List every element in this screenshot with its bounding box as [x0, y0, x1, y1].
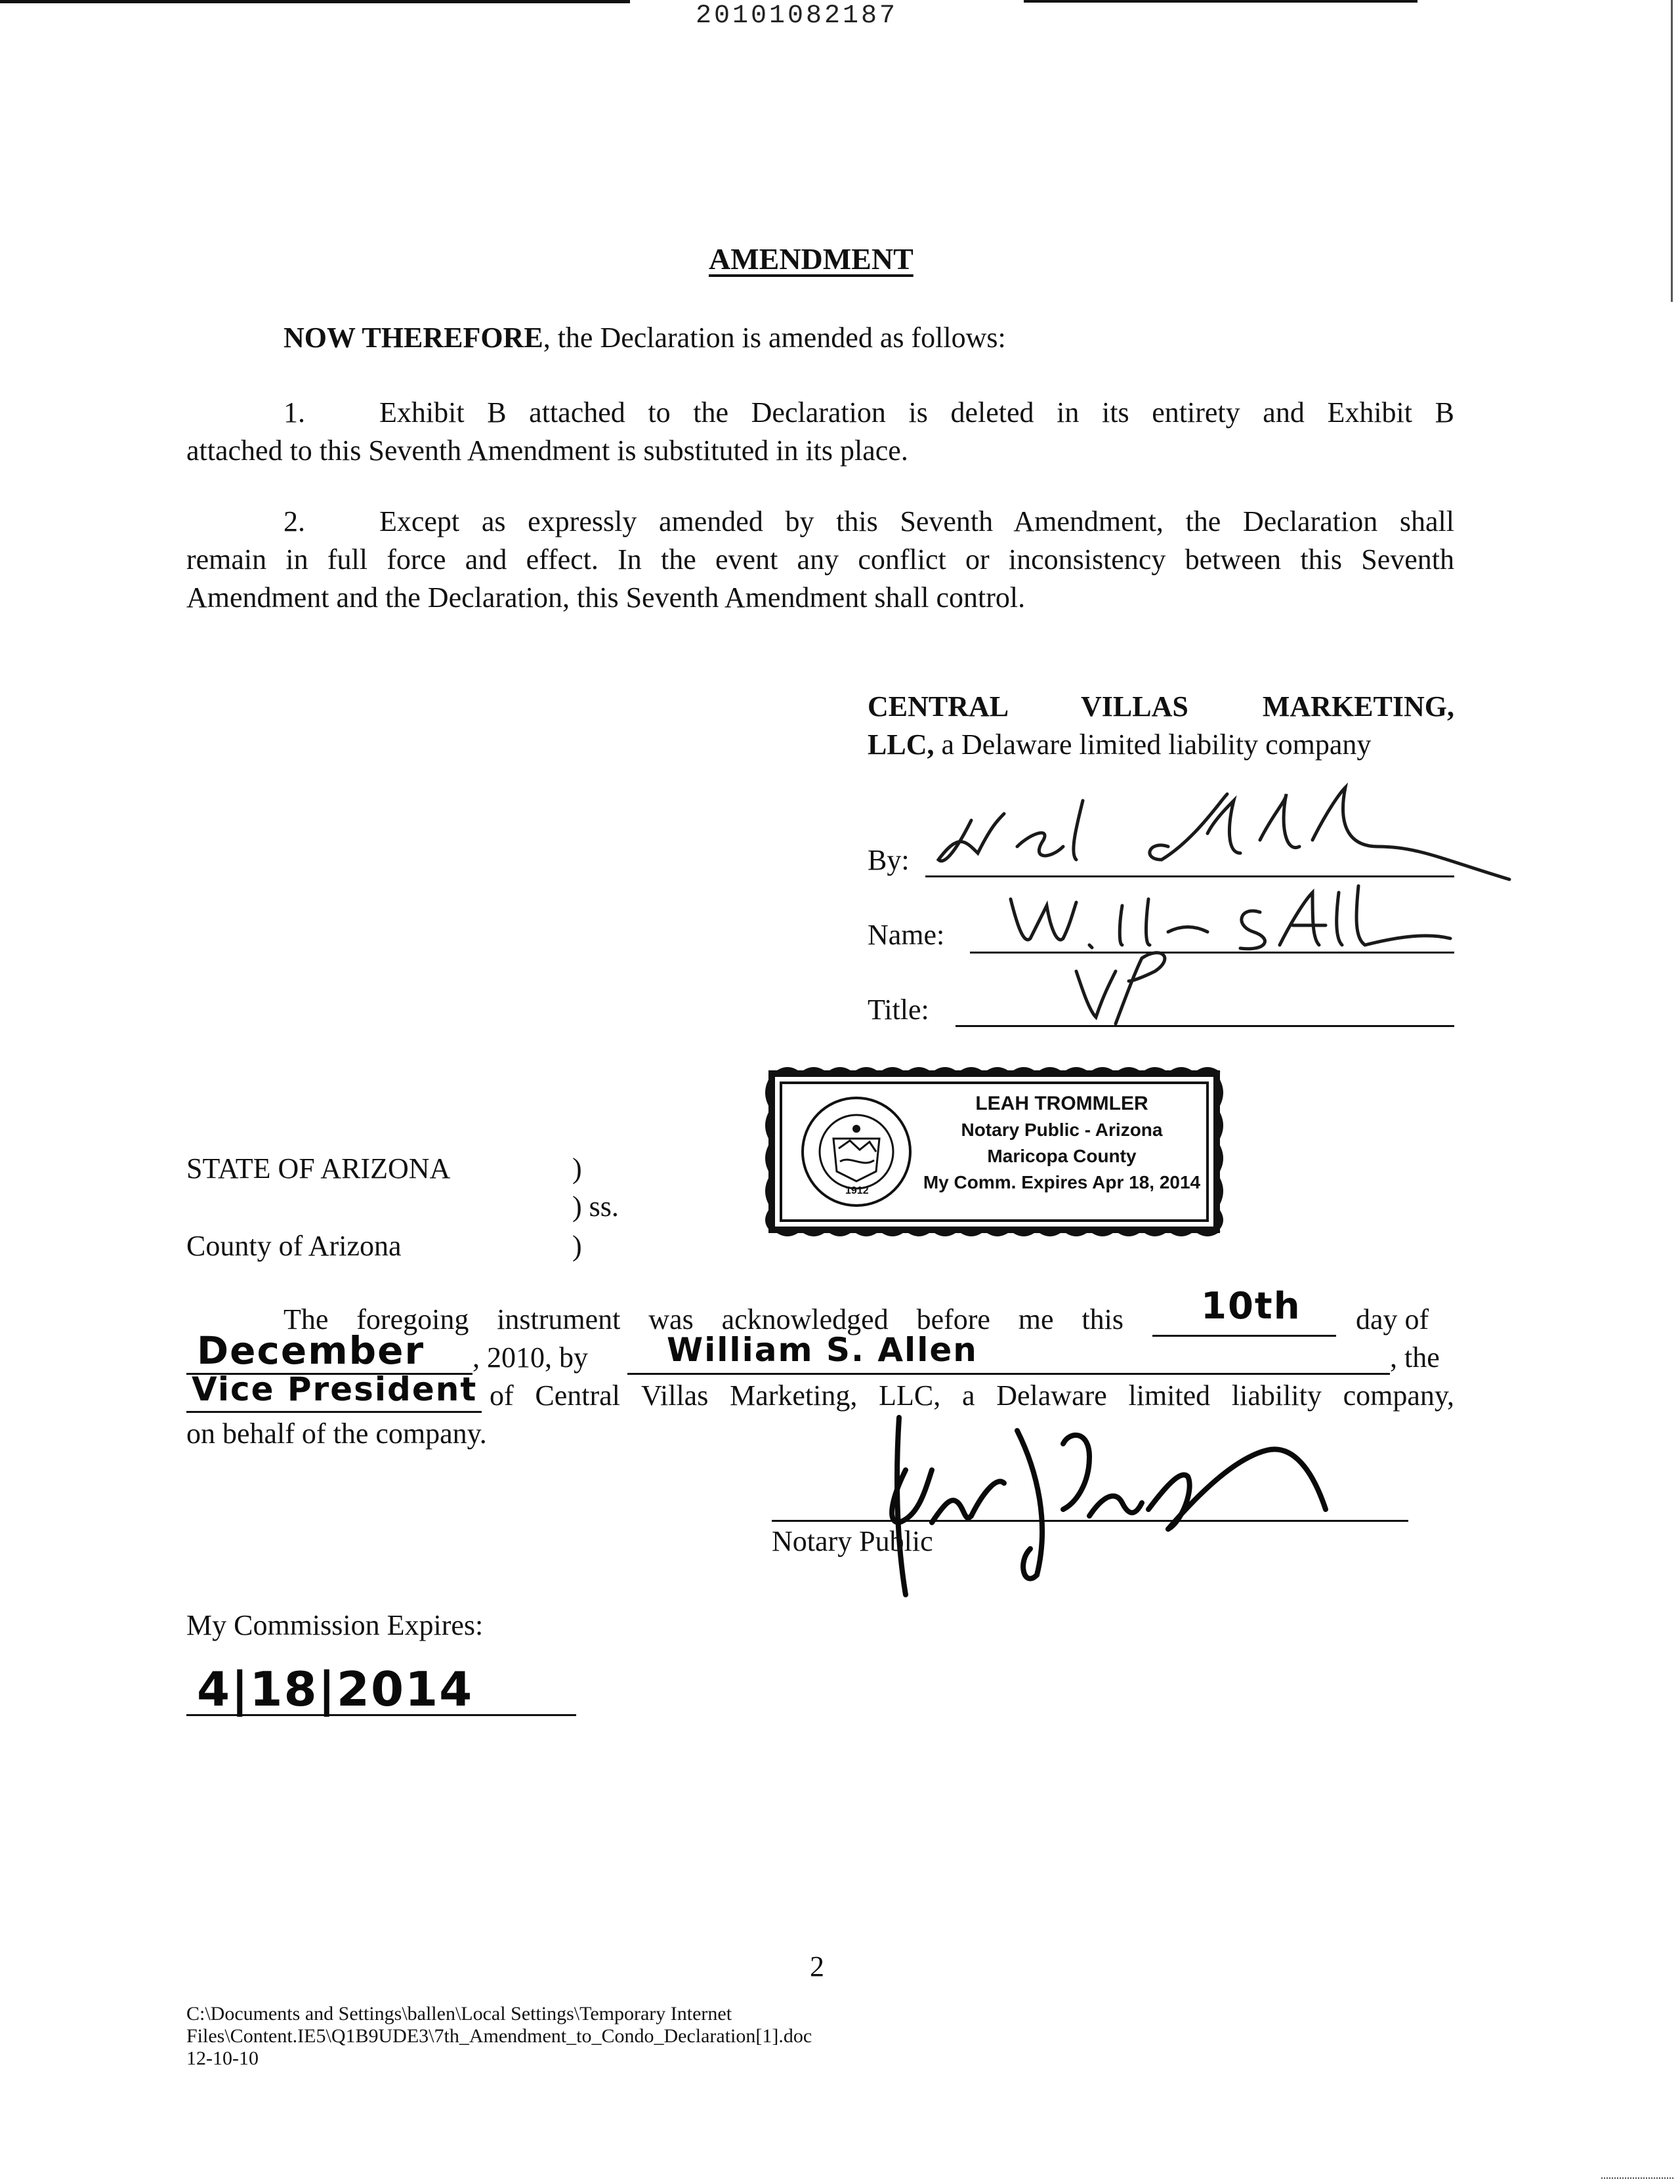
state-label: STATE OF ARIZONA [186, 1152, 451, 1185]
seal-year: 1912 [845, 1185, 869, 1196]
bottom-right-dots [1601, 2177, 1673, 2179]
company-llc: LLC, [868, 728, 934, 761]
company-name-line-2 [868, 726, 1371, 764]
ack-the: , the [1390, 1341, 1440, 1374]
clause-2-line-2: remain in full force and effect. In the event any conflict or inconsistency between this Seventh [186, 543, 1454, 576]
clause-1-line-1: Exhibit B attached to the Declaration is deleted in its entirety and Exhibit B [379, 396, 1454, 429]
ack-day-blank [1152, 1335, 1336, 1337]
notary-stamp [761, 1063, 1227, 1240]
ack-line-3-rest: of Central Villas Marketing, LLC, a Delaware limited liability company, [490, 1379, 1454, 1412]
ack-line-4: on behalf of the company. [186, 1418, 487, 1450]
footer-file-path [186, 2003, 812, 2070]
page-number: 2 [810, 1950, 824, 1983]
company-name-line-1: CENTRAL VILLAS MARKETING, [868, 690, 1454, 723]
footer-date: 12-10-10 [186, 2048, 259, 2069]
handwritten-title-graphic [1063, 945, 1194, 1030]
ack-person-blank [627, 1373, 1390, 1375]
notary-signature-graphic [866, 1391, 1352, 1601]
clause-2-number: 2. [284, 505, 305, 537]
clause-2-line-1: Except as expressly amended by this Seventh Amendment, the Declaration shall [379, 505, 1454, 537]
by-label: By: [868, 844, 910, 876]
commission-date: 4|18|2014 [197, 1662, 474, 1717]
ack-month: December [197, 1328, 425, 1373]
county-label: County of Arizona [186, 1230, 402, 1262]
recording-number: 20101082187 [696, 1, 898, 31]
ack-role: Vice President [192, 1370, 478, 1408]
title-label: Title: [868, 994, 929, 1026]
state-paren: ) [572, 1152, 582, 1185]
clause-1-line-2: attached to this Seventh Amendment is substituted in its place. [186, 434, 908, 467]
right-edge-line [1671, 0, 1673, 302]
top-edge-line-right [1024, 0, 1418, 3]
ack-person: William S. Allen [667, 1331, 978, 1369]
notary-public-label: Notary Public [772, 1525, 933, 1557]
document-title: AMENDMENT [709, 242, 914, 276]
title-line [956, 1025, 1454, 1027]
stamp-notary-name: LEAH TROMMLER [975, 1093, 1148, 1114]
footer-path-line-2: Files\Content.IE5\Q1B9UDE3\7th_Amendment_to_Condo_Declaration[1].doc [186, 2025, 812, 2047]
commission-label: My Commission Expires: [186, 1609, 484, 1641]
name-label: Name: [868, 919, 945, 951]
intro-rest: , the Declaration is amended as follows: [543, 322, 1006, 354]
clause-1-number: 1. [284, 396, 305, 429]
intro-paragraph [284, 319, 1006, 357]
stamp-expiry: My Comm. Expires Apr 18, 2014 [923, 1172, 1201, 1192]
ack-role-blank [186, 1411, 482, 1413]
stamp-text-block [917, 1091, 1206, 1196]
ack-line-1-start: The foregoing instrument was acknowledged before me this [284, 1303, 1124, 1335]
company-description: a Delaware limited liability company [934, 728, 1372, 761]
intro-bold: NOW THEREFORE [284, 322, 543, 354]
stamp-county: Maricopa County [987, 1146, 1137, 1166]
top-edge-line-left [0, 0, 630, 3]
footer-path-line-1: C:\Documents and Settings\ballen\Local Settings\Temporary Internet [186, 2003, 732, 2025]
ack-day: 10th [1201, 1285, 1301, 1328]
ss-label: ) ss. [572, 1190, 619, 1223]
county-paren: ) [572, 1230, 582, 1262]
stamp-notary-public-arizona: Notary Public - Arizona [961, 1120, 1163, 1140]
clause-2-line-3: Amendment and the Declaration, this Seventh Amendment shall control. [186, 581, 1026, 614]
ack-day-of: day of [1356, 1303, 1429, 1335]
ack-year-by: , 2010, by [472, 1341, 588, 1374]
